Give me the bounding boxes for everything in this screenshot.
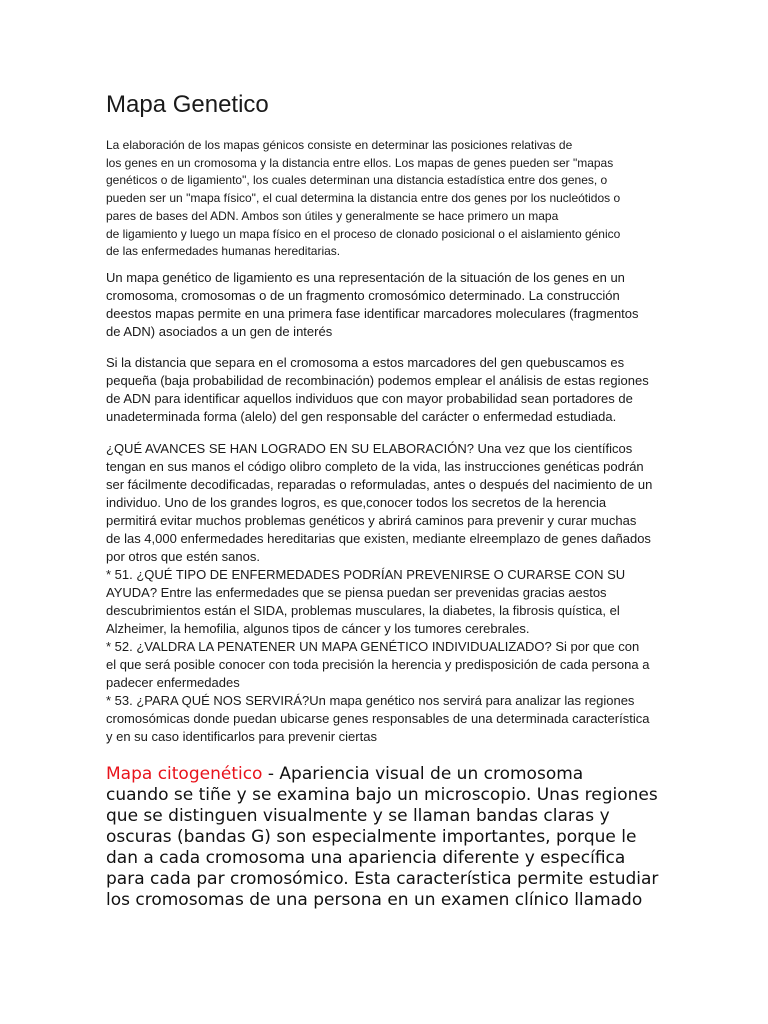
text-line: ¿QUÉ AVANCES SE HAN LOGRADO EN SU ELABORACIÓN? Una vez que los científicos <box>106 441 633 456</box>
text-line: unadeterminada forma (alelo) del gen responsable del carácter o enfermedad estudiada. <box>106 409 617 424</box>
text-line: * 52. ¿VALDRA LA PENATENER UN MAPA GENÉTICO INDIVIDUALIZADO? Si por que con <box>106 639 640 654</box>
text-line: los genes en un cromosoma y la distancia entre ellos. Los mapas de genes pueden ser "mapas <box>106 155 614 170</box>
paragraph-avances-preguntas <box>106 440 652 746</box>
text-line: La elaboración de los mapas génicos consiste en determinar las posiciones relativas de <box>106 138 573 152</box>
text-line: padecer enfermedades <box>106 675 240 690</box>
text-line: dan a cada cromosoma una apariencia diferente y específica <box>106 848 626 868</box>
paragraph-mapa-citogenetico <box>106 764 658 911</box>
text-line: pequeña (baja probabilidad de recombinación) podemos emplear el análisis de estas regiones <box>106 373 649 388</box>
text-line: * 51. ¿QUÉ TIPO DE ENFERMEDADES PODRÍAN PREVENIRSE O CURARSE CON SU <box>106 567 626 582</box>
term-definition-start: - Apariencia visual de un cromosoma <box>262 764 584 784</box>
text-line: los cromosomas de una persona en un examen clínico llamado <box>106 890 643 910</box>
text-line: de las 4,000 enfermedades hereditarias que existen, mediante elreemplazo de genes dañados <box>106 531 651 546</box>
text-line: permitirá evitar muchos problemas genéticos y abrirá caminos para prevenir y curar muchas <box>106 513 637 528</box>
text-line: Alzheimer, la hemofilia, algunos tipos de cáncer y los tumores cerebrales. <box>106 621 530 636</box>
paragraph-mapas-genicos <box>106 137 620 261</box>
text-line: y en su caso identificarlos para prevenir ciertas <box>106 729 377 744</box>
text-line: individuo. Uno de los grandes logros, es que,conocer todos los secretos de la herencia <box>106 495 607 510</box>
text-line: * 53. ¿PARA QUÉ NOS SERVIRÁ?Un mapa genético nos servirá para analizar las regiones <box>106 693 635 708</box>
text-line: que se distinguen visualmente y se llaman bandas claras y <box>106 806 610 826</box>
text-line <box>106 764 658 785</box>
text-line: Si la distancia que separa en el cromosoma a estos marcadores del gen quebuscamos es <box>106 355 625 370</box>
text-line: el que será posible conocer con toda precisión la herencia y predisposición de cada persona a <box>106 657 650 672</box>
paragraph-mapa-ligamiento <box>106 269 639 341</box>
text-line: pares de bases del ADN. Ambos son útiles y generalmente se hace primero un mapa <box>106 208 559 223</box>
text-line: ser fácilmente decodificadas, reparadas o reformuladas, antes o después del nacimiento de un <box>106 477 653 492</box>
text-line: cuando se tiñe y se examina bajo un microscopio. Unas regiones <box>106 785 658 805</box>
paragraph-distancia-marcadores <box>106 354 649 426</box>
text-line: deestos mapas permite en una primera fase identificar marcadores moleculares (fragmentos <box>106 306 639 321</box>
text-line: por otros que estén sanos. <box>106 549 260 564</box>
page-title: Mapa Genetico <box>106 91 269 118</box>
text-line: tengan en sus manos el código olibro completo de la vida, las instrucciones genéticas podrán <box>106 459 644 474</box>
text-line: cromosoma, cromosomas o de un fragmento cromosómico determinado. La construcción <box>106 288 620 303</box>
text-line: de ligamiento y luego un mapa físico en el proceso de clonado posicional o el aislamiento génico <box>106 226 621 241</box>
text-line: oscuras (bandas G) son especialmente importantes, porque le <box>106 827 637 847</box>
text-line: de las enfermedades humanas hereditarias. <box>106 244 341 259</box>
text-line: Un mapa genético de ligamiento es una representación de la situación de los genes en un <box>106 270 625 285</box>
text-line: para cada par cromosómico. Esta característica permite estudiar <box>106 869 659 889</box>
highlighted-term: Mapa citogenético <box>106 764 263 784</box>
text-line: de ADN) asociados a un gen de interés <box>106 324 333 339</box>
text-line: cromosómicas donde puedan ubicarse genes responsables de una determinada característica <box>106 711 650 726</box>
text-line: descubrimientos están el SIDA, problemas musculares, la diabetes, la fibrosis quística, el <box>106 603 620 618</box>
text-line: AYUDA? Entre las enfermedades que se piensa puedan ser prevenidas gracias aestos <box>106 585 607 600</box>
text-line: genéticos o de ligamiento", los cuales determinan una distancia estadística entre dos genes, o <box>106 173 608 188</box>
text-line: de ADN para identificar aquellos individuos que con mayor probabilidad sean portadores de <box>106 391 633 406</box>
text-line: pueden ser un "mapa físico", el cual determina la distancia entre dos genes por los nucleótidos o <box>106 191 621 206</box>
